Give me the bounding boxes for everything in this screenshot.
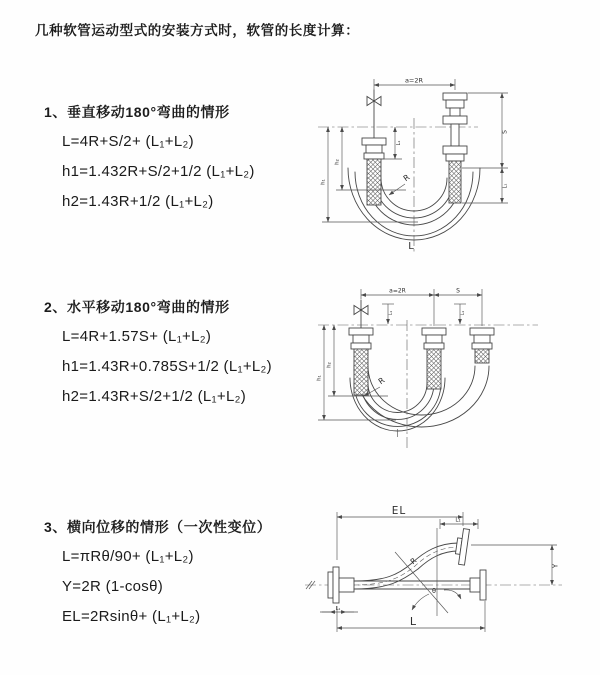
angle-construction <box>395 528 461 616</box>
page-title: 几种软管运动型式的安装方式时，软管的长度计算： <box>35 23 360 38</box>
left-hose-fitting <box>349 328 373 395</box>
formula-y: Y=2R (1-cosθ) <box>62 578 164 595</box>
section-2-heading: 2、水平移动180°弯曲的情形 <box>44 299 230 315</box>
dim-s <box>434 288 482 296</box>
formula-h2: h2=1.43R+S/2+1/2 (L₁+L₂) <box>62 388 247 405</box>
hose-bend-curves <box>350 366 489 431</box>
right-pipe-assembly <box>443 93 467 203</box>
dim-l1-mid-label: L₁ <box>461 310 466 316</box>
length-label: L <box>408 241 414 252</box>
dim-el <box>337 505 463 560</box>
section-vertical-movement <box>44 102 255 222</box>
dim-s-and-l1 <box>462 93 509 203</box>
displaced-end-flange <box>454 528 469 565</box>
formula-length: L=4R+1.57S+ (L₁+L₂) <box>62 328 212 345</box>
dim-a2r-label: a=2R <box>389 287 406 295</box>
diagram-lateral-displacement <box>300 500 600 650</box>
radius-callout <box>389 172 412 195</box>
dim-s-label: S <box>456 287 460 295</box>
dim-l1-top-label: L₁ <box>455 517 461 524</box>
dim-h2-label: h₂ <box>326 362 333 368</box>
dim-l1-left <box>382 304 394 324</box>
dim-s-label: S <box>501 130 509 134</box>
formula-length: L=4R+S/2+ (L₁+L₂) <box>62 133 194 150</box>
dim-h2-label: h₂ <box>334 159 341 165</box>
dim-y-label: Y <box>551 563 560 569</box>
dim-h1-label: h₁ <box>320 179 327 185</box>
dim-l1-left-fitting <box>384 127 402 159</box>
dim-l1-bottom-label: L₁ <box>335 606 341 612</box>
angle-theta-label: θ <box>432 587 436 595</box>
dim-l1-top <box>440 518 478 530</box>
formula-length: L=πRθ/90+ (L₁+L₂) <box>62 548 194 565</box>
formula-h1: h1=1.43R+0.785S+1/2 (L₁+L₂) <box>62 358 272 375</box>
dim-l1-left-label: L₁ <box>389 310 394 316</box>
valve-symbol <box>354 300 368 328</box>
dim-l-label: L <box>409 615 417 628</box>
dim-l <box>337 601 485 632</box>
radius-label: R <box>401 172 412 184</box>
diagram-vertical-180-bend <box>310 70 550 260</box>
middle-hose-fitting <box>422 328 446 389</box>
formula-el: EL=2Rsinθ+ (L₁+L₂) <box>62 608 201 625</box>
left-flange <box>328 567 354 603</box>
section-horizontal-movement <box>44 297 272 417</box>
right-hose-fitting <box>470 328 494 363</box>
dim-a2r <box>361 288 482 327</box>
valve-symbol <box>367 90 381 138</box>
dim-l1-bottom <box>320 606 358 612</box>
left-hose-fitting <box>362 138 386 205</box>
dim-l1-right-label: L₁ <box>502 183 509 189</box>
formula-h2: h2=1.43R+1/2 (L₁+L₂) <box>62 193 214 210</box>
formula-h1: h1=1.432R+S/2+1/2 (L₁+L₂) <box>62 163 255 180</box>
dim-a2r-label: a=2R <box>404 76 424 85</box>
displaced-hose-curve <box>354 543 459 589</box>
dim-a2r <box>374 77 455 91</box>
section-lateral-displacement <box>44 517 271 637</box>
dim-l1-mid <box>454 304 466 324</box>
radius-label: R <box>376 375 387 387</box>
diagram-horizontal-180-bend <box>310 280 550 455</box>
dim-h1-label: h₁ <box>316 375 323 381</box>
radius-label: R <box>408 555 419 567</box>
section-3-heading: 3、横向位移的情形（一次性变位） <box>44 519 272 535</box>
dim-el-label: EL <box>391 505 407 517</box>
section-1-heading: 1、垂直移动180°弯曲的情形 <box>44 104 230 120</box>
dim-l1-left-label: L₁ <box>396 140 402 146</box>
